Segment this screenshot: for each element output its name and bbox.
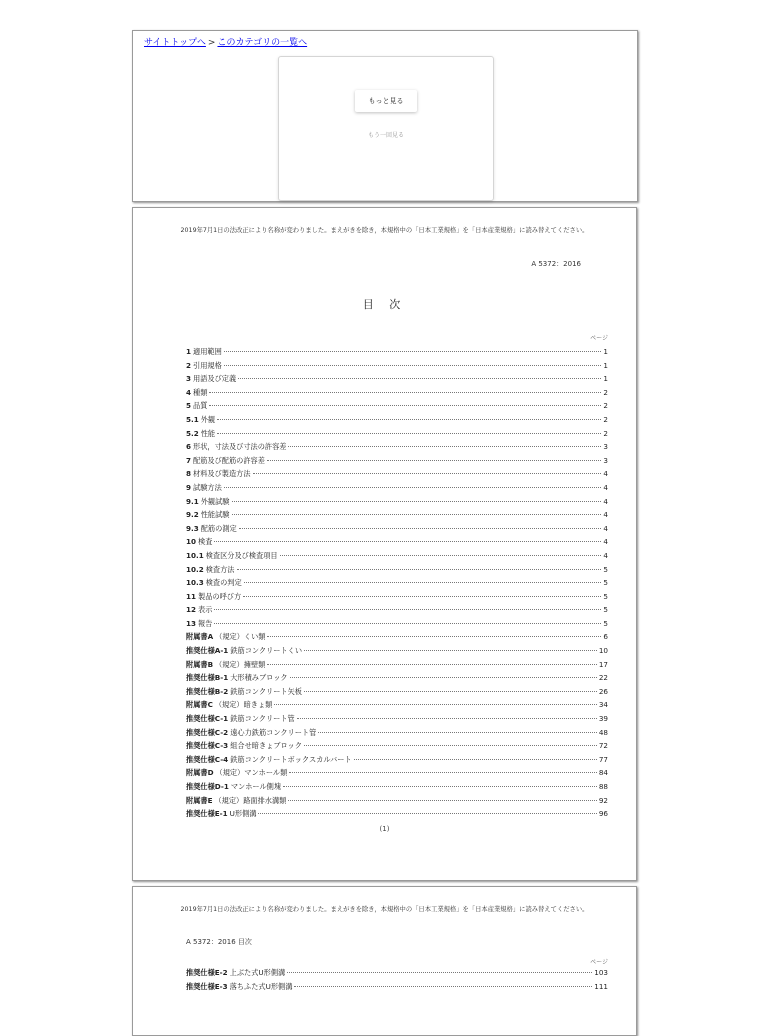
toc-entry-title: 鉄筋コンクリートくい xyxy=(230,646,303,656)
toc-leader-dots xyxy=(253,473,602,474)
toc-entry-page: 48 xyxy=(598,727,608,737)
toc-entry-page: 92 xyxy=(598,795,608,805)
toc-entry-title: 適用範囲 xyxy=(193,347,222,356)
toc-leader-dots xyxy=(304,745,597,746)
toc-entry-number: 10 xyxy=(186,537,197,547)
toc-entry[interactable] xyxy=(186,467,608,481)
toc-entry[interactable] xyxy=(186,630,608,644)
toc-leader-dots xyxy=(290,677,597,678)
toc-entry[interactable] xyxy=(186,590,608,604)
toc-entry-page: 96 xyxy=(598,809,608,819)
toc-entry-number: 5 xyxy=(186,401,192,411)
toc-entry[interactable] xyxy=(186,481,608,495)
toc-entry-title: （規定）擁壁類 xyxy=(215,659,266,669)
toc-entry-title: （規定）路面排水溝類 xyxy=(214,795,287,805)
toc-entry-page: 5 xyxy=(603,578,608,588)
toc-entry-title: 鉄筋コンクリート矢板 xyxy=(230,686,302,696)
toc-entry-number: 4 xyxy=(186,387,192,397)
toc-entry[interactable] xyxy=(186,794,608,808)
toc-entry-page: 2 xyxy=(603,387,608,397)
toc-entry-page: 4 xyxy=(603,469,608,479)
toc-entry-page: 4 xyxy=(603,496,608,506)
toc-entry-number: 推奨仕様A-1 xyxy=(186,646,229,656)
breadcrumb-separator: > xyxy=(207,38,216,48)
toc-leader-dots xyxy=(267,664,596,665)
toc-entry-title: 性能試験 xyxy=(200,510,230,520)
toc-leader-dots xyxy=(214,609,601,610)
toc-leader-dots xyxy=(274,704,596,705)
toc-entry-title: 配筋の測定 xyxy=(200,523,237,533)
toc-entry-title: 検査の判定 xyxy=(205,578,242,588)
toc-entry[interactable] xyxy=(186,712,608,726)
toc-entry-number: 推奨仕様E-2 xyxy=(186,968,228,977)
name-change-notice: 2019年7月1日の法改正により名称が変わりました。まえがきを除き，本規格中の「日本工業規格」を「日本産業規格」に読み替えてください。 xyxy=(180,227,589,234)
toc-entry[interactable] xyxy=(186,345,608,359)
toc-entry-page: 10 xyxy=(598,646,608,656)
toc-leader-dots xyxy=(287,972,592,973)
toc-leader-dots xyxy=(217,433,601,434)
toc-leader-dots xyxy=(243,596,601,597)
site-top-link[interactable]: サイトトップへ xyxy=(144,38,206,48)
toc-entry-page: 5 xyxy=(603,591,608,601)
running-header: A 5372：2016 目次 xyxy=(186,938,252,946)
toc-leader-dots xyxy=(214,541,601,542)
toc-entry[interactable] xyxy=(186,563,608,577)
toc-entry[interactable] xyxy=(186,495,608,509)
category-list-link[interactable]: このカテゴリの一覧へ xyxy=(217,38,308,48)
toc-entry-title: 検査 xyxy=(198,537,213,547)
toc-entry-page: 4 xyxy=(603,523,608,533)
toc-list xyxy=(186,345,608,821)
toc-entry-title: 検査区分及び検査項目 xyxy=(205,550,278,560)
toc-leader-dots xyxy=(209,405,601,406)
toc-entry-page: 103 xyxy=(594,968,608,977)
toc-entry[interactable] xyxy=(186,535,608,549)
toc-entry-title: 検査方法 xyxy=(205,564,235,574)
toc-leader-dots xyxy=(283,786,597,787)
toc-entry-title: 表示 xyxy=(198,605,213,615)
toc-entry[interactable] xyxy=(186,386,608,400)
toc-entry-number: 附属書D xyxy=(186,768,214,778)
toc-entry-number: 推奨仕様B-1 xyxy=(186,673,229,683)
toc-leader-dots xyxy=(224,365,602,366)
toc-entry-title: 種類 xyxy=(193,387,208,397)
toc-entry[interactable] xyxy=(186,766,608,780)
toc-entry[interactable] xyxy=(186,753,608,767)
toc-leader-dots xyxy=(288,800,596,801)
toc-entry-page: 5 xyxy=(603,618,608,628)
toc-entry[interactable] xyxy=(186,603,608,617)
toc-entry-number: 推奨仕様C-4 xyxy=(186,754,229,764)
toc-entry[interactable] xyxy=(186,427,608,441)
toc-entry-number: 6 xyxy=(186,442,192,452)
toc-entry-title: 遠心力鉄筋コンクリート管 xyxy=(230,727,317,737)
document-page-1 xyxy=(132,207,637,881)
toc-leader-dots xyxy=(224,487,602,488)
page-number-footer: (1) xyxy=(379,825,390,833)
toc-entry[interactable] xyxy=(186,522,608,536)
toc-entry-page: 72 xyxy=(598,741,608,751)
toc-title: 目 次 xyxy=(362,298,407,311)
viewer-card xyxy=(278,56,494,201)
toc-leader-dots xyxy=(214,623,601,624)
toc-leader-dots xyxy=(267,636,601,637)
toc-entry-page: 4 xyxy=(603,482,608,492)
toc-entry[interactable] xyxy=(186,440,608,454)
toc-entry[interactable] xyxy=(186,698,608,712)
toc-entry[interactable] xyxy=(186,807,608,821)
toc-entry[interactable] xyxy=(186,359,608,373)
toc-entry[interactable] xyxy=(186,399,608,413)
toc-entry-number: 推奨仕様E-3 xyxy=(186,981,228,991)
toc-entry[interactable] xyxy=(186,671,608,685)
toc-entry-number: 推奨仕様B-2 xyxy=(186,686,229,696)
toc-leader-dots xyxy=(244,582,602,583)
toc-entry-page: 1 xyxy=(603,347,608,356)
toc-entry-number: 10.3 xyxy=(186,578,204,588)
toc-entry-number: 5.2 xyxy=(186,428,199,438)
toc-entry-page: 77 xyxy=(598,754,608,764)
toc-leader-dots xyxy=(318,732,597,733)
toc-entry-page: 1 xyxy=(603,360,608,370)
toc-leader-dots xyxy=(224,351,602,352)
toc-entry-number: 11 xyxy=(186,591,197,601)
toc-entry[interactable] xyxy=(186,617,608,631)
toc-entry-page: 84 xyxy=(598,768,608,778)
toc-entry-title: （規定）くい類 xyxy=(215,632,266,642)
toc-entry-title: 上ぶた式U形側溝 xyxy=(229,968,286,977)
toc-entry-page: 6 xyxy=(603,632,608,642)
toc-entry-page: 26 xyxy=(598,686,608,696)
toc-entry-number: 12 xyxy=(186,605,197,615)
toc-entry-number: 附属書B xyxy=(186,659,214,669)
toc-entry-number: 10.1 xyxy=(186,550,204,560)
toc-entry-title: 大形積みブロック xyxy=(230,673,288,683)
toc-entry-page: 3 xyxy=(603,442,608,452)
toc-entry-page: 17 xyxy=(598,659,608,669)
toc-entry-title: 材料及び製造方法 xyxy=(193,469,251,479)
toc-entry-page: 2 xyxy=(603,401,608,411)
toc-entry-title: 用語及び定義 xyxy=(193,374,237,384)
breadcrumb xyxy=(144,35,307,48)
toc-leader-dots xyxy=(239,528,602,529)
toc-entry[interactable] xyxy=(186,576,608,590)
toc-entry-title: 形状，寸法及び寸法の許容差 xyxy=(193,442,287,452)
toc-entry-title: 性能 xyxy=(200,428,216,438)
toc-entry[interactable] xyxy=(186,726,608,740)
toc-entry-page: 4 xyxy=(603,550,608,560)
toc-entry[interactable] xyxy=(186,644,608,658)
toc-entry-page: 2 xyxy=(603,428,608,438)
toc-entry-title: U形側溝 xyxy=(229,809,257,819)
toc-entry-page: 88 xyxy=(598,782,608,791)
toc-entry[interactable] xyxy=(186,413,608,427)
page-column-label: ページ xyxy=(590,959,608,966)
toc-leader-dots xyxy=(258,813,596,814)
toc-entry[interactable] xyxy=(186,372,608,386)
toc-entry-page: 1 xyxy=(603,374,608,384)
toc-entry-page: 5 xyxy=(603,605,608,615)
toc-entry-title: 鉄筋コンクリートボックスカルバート xyxy=(230,754,352,764)
toc-entry[interactable] xyxy=(186,739,608,753)
toc-leader-dots xyxy=(232,514,602,515)
toc-leader-dots xyxy=(288,446,601,447)
toc-list xyxy=(186,966,608,993)
toc-entry-title: 組合せ暗きょブロック xyxy=(230,741,302,751)
toc-entry-title: （規定）暗きょ類 xyxy=(214,700,273,710)
toc-entry-number: 5.1 xyxy=(186,414,199,424)
toc-leader-dots xyxy=(297,718,597,719)
toc-entry[interactable] xyxy=(186,966,608,980)
toc-entry[interactable] xyxy=(186,508,608,522)
page-column-label: ページ xyxy=(590,335,608,342)
view-again-link[interactable]: もう一回見る xyxy=(367,132,404,139)
toc-entry-number: 2 xyxy=(186,360,192,370)
toc-entry[interactable] xyxy=(186,454,608,468)
toc-entry-page: 4 xyxy=(603,537,608,547)
toc-entry-title: 試験方法 xyxy=(193,482,222,492)
toc-entry-page: 3 xyxy=(603,455,608,465)
standard-number: A 5372：2016 xyxy=(531,260,581,268)
toc-entry-title: 製品の呼び方 xyxy=(198,591,242,601)
toc-entry-title: 報告 xyxy=(198,618,213,628)
toc-entry-title: 引用規格 xyxy=(193,360,222,370)
toc-entry-page: 39 xyxy=(598,714,608,724)
toc-entry-number: 9.1 xyxy=(186,496,199,506)
toc-entry-number: 1 xyxy=(186,347,192,356)
toc-entry-number: 8 xyxy=(186,469,192,479)
toc-entry-title: 外観 xyxy=(200,414,216,424)
viewer-panel xyxy=(132,30,638,202)
toc-entry-number: 附属書A xyxy=(186,632,214,642)
toc-entry-page: 34 xyxy=(598,700,608,710)
name-change-notice: 2019年7月1日の法改正により名称が変わりました。まえがきを除き，本規格中の「日本工業規格」を「日本産業規格」に読み替えてください。 xyxy=(180,906,589,913)
toc-entry-number: 13 xyxy=(186,618,197,628)
toc-leader-dots xyxy=(304,691,597,692)
toc-entry-number: 7 xyxy=(186,455,192,465)
toc-entry-number: 推奨仕様C-3 xyxy=(186,741,229,751)
toc-entry[interactable] xyxy=(186,780,608,794)
toc-entry[interactable] xyxy=(186,658,608,672)
toc-entry-title: （規定）マンホール類 xyxy=(215,768,288,778)
toc-leader-dots xyxy=(294,986,592,987)
toc-entry-number: 推奨仕様E-1 xyxy=(186,809,228,819)
toc-entry-title: 品質 xyxy=(193,401,208,411)
toc-leader-dots xyxy=(232,501,602,502)
toc-entry-number: 推奨仕様C-1 xyxy=(186,714,229,724)
toc-entry-page: 5 xyxy=(603,564,608,574)
more-button[interactable]: もっと見る xyxy=(355,90,417,112)
toc-leader-dots xyxy=(289,772,597,773)
toc-entry-page: 4 xyxy=(603,510,608,520)
toc-entry-page: 22 xyxy=(598,673,608,683)
toc-leader-dots xyxy=(237,569,602,570)
toc-entry[interactable] xyxy=(186,980,608,994)
toc-leader-dots xyxy=(238,378,601,379)
toc-entry-title: 落ちふた式U形側溝 xyxy=(229,981,293,991)
toc-leader-dots xyxy=(267,460,602,461)
document-page-2 xyxy=(132,886,637,1036)
toc-entry-title: 外観試験 xyxy=(200,496,230,506)
toc-leader-dots xyxy=(304,650,597,651)
toc-entry-title: 配筋及び配筋の許容差 xyxy=(193,455,265,465)
toc-entry-number: 9.3 xyxy=(186,523,199,533)
toc-entry-title: 鉄筋コンクリート管 xyxy=(230,714,295,724)
toc-entry-number: 10.2 xyxy=(186,564,204,574)
toc-entry-number: 附属書C xyxy=(186,700,213,710)
toc-leader-dots xyxy=(354,759,597,760)
toc-entry-title: マンホール側塊 xyxy=(230,782,282,791)
toc-entry-number: 9 xyxy=(186,482,192,492)
toc-entry[interactable] xyxy=(186,549,608,563)
toc-leader-dots xyxy=(280,555,602,556)
toc-leader-dots xyxy=(209,392,601,393)
toc-entry-number: 附属書E xyxy=(186,795,213,805)
toc-entry-number: 3 xyxy=(186,374,192,384)
toc-leader-dots xyxy=(217,419,601,420)
toc-entry-number: 9.2 xyxy=(186,510,199,520)
toc-entry-page: 111 xyxy=(594,981,608,991)
toc-entry[interactable] xyxy=(186,685,608,699)
toc-entry-number: 推奨仕様D-1 xyxy=(186,782,229,791)
toc-entry-number: 推奨仕様C-2 xyxy=(186,727,229,737)
toc-entry-page: 2 xyxy=(603,414,608,424)
